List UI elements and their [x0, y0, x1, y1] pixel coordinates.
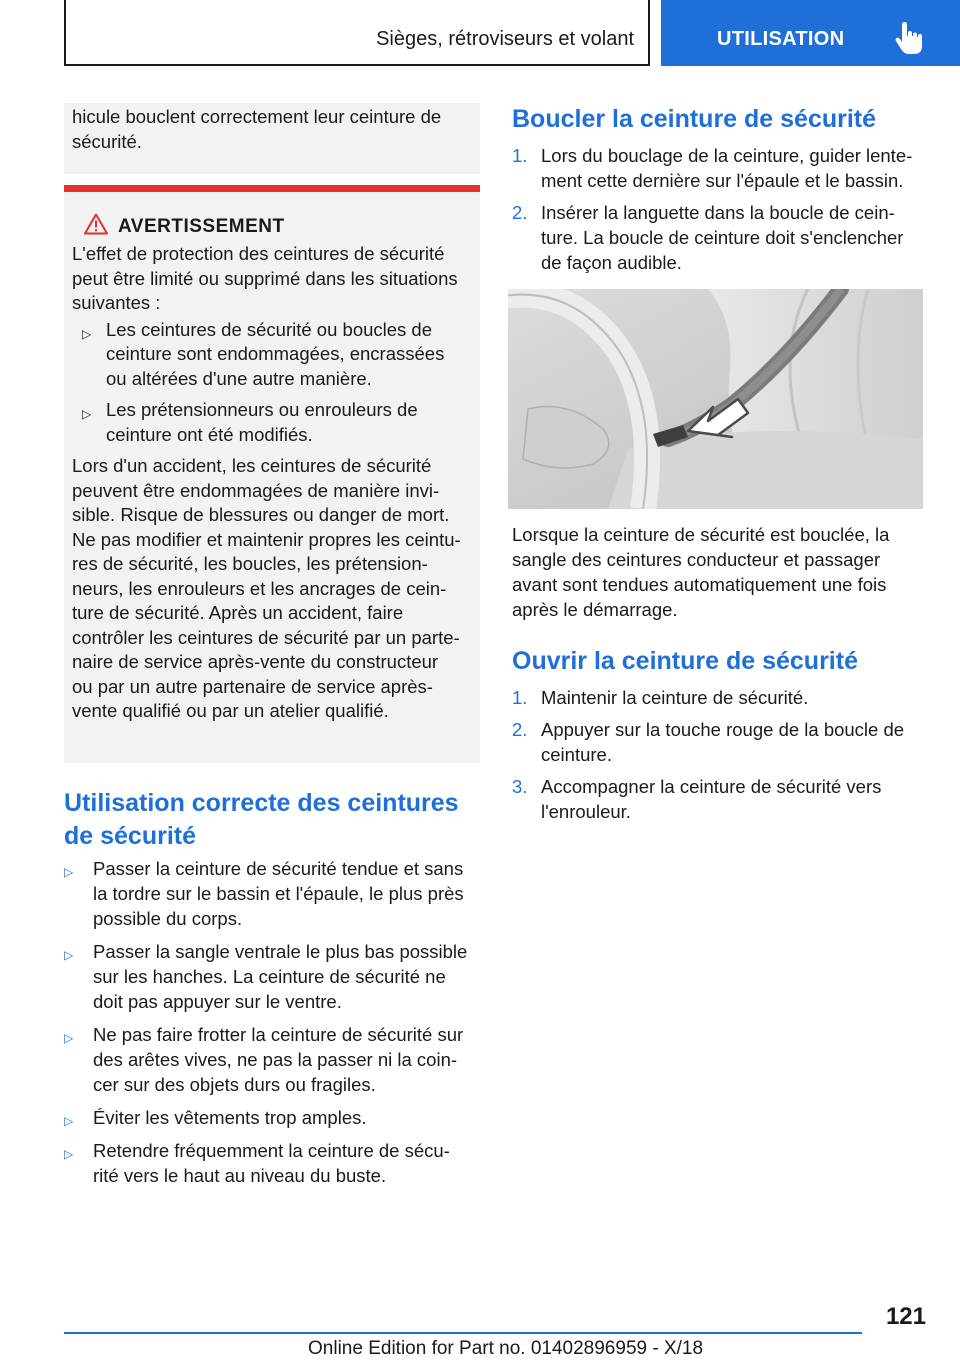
warning-body-line: vente qualifié ou par un atelier qualifié.: [72, 700, 389, 721]
list-item-line: Passer la sangle ventrale le plus bas possible: [93, 941, 468, 962]
footer-divider: [64, 1332, 862, 1334]
warning-box: [64, 185, 480, 763]
list-item: [64, 856, 480, 931]
seatbelt-photo: [508, 289, 923, 509]
list-item: [64, 1105, 480, 1130]
list-item-line: Insérer la languette dans la boucle de cein-: [541, 202, 895, 223]
warning-body-line: sible. Risque de blessures ou danger de mort.: [72, 504, 450, 525]
list-item: [512, 717, 928, 767]
list-item: [512, 774, 928, 824]
list-item: [64, 939, 480, 1014]
list-item-line: Retendre fréquemment la ceinture de sécu-: [93, 1140, 450, 1161]
usage-list: [64, 856, 480, 1196]
warning-intro: [72, 242, 472, 316]
list-item: [512, 200, 928, 275]
list-item-line: Passer la ceinture de sécurité tendue et sans: [93, 858, 464, 879]
list-item-line: Accompagner la ceinture de sécurité vers: [541, 776, 882, 797]
warning-body-line: res de sécurité, les boucles, les prétension-: [72, 553, 428, 574]
list-item-line: de façon audible.: [541, 252, 682, 273]
list-item-line: ceinture ont été modifiés.: [106, 423, 313, 445]
warning-intro-line: suivantes :: [72, 292, 161, 313]
warning-triangle-icon: [84, 213, 108, 235]
heading-line: Utilisation correcte des ceintures: [64, 789, 459, 817]
continuation-line: sécurité.: [72, 130, 142, 152]
list-item-line: Appuyer sur la touche rouge de la boucle de: [541, 719, 905, 740]
list-item-line: sur les hanches. La ceinture de sécurité ne: [93, 966, 446, 987]
after-photo-paragraph: [512, 522, 927, 622]
list-item-line: Lors du bouclage de la ceinture, guider lente-: [541, 145, 913, 166]
warning-body-line: peuvent être endommagées de manière invi-: [72, 479, 440, 501]
list-item-line: l'enrouleur.: [541, 801, 631, 822]
list-item-line: Les ceintures de sécurité ou boucles de: [106, 318, 433, 340]
open-steps: [512, 685, 928, 831]
warning-body-line: ture de sécurité. Après un accident, faire: [72, 602, 404, 623]
bullet-triangle-icon: ▷: [82, 326, 92, 341]
list-item-line: la tordre sur le bassin et l'épaule, le plus près: [93, 883, 464, 904]
paragraph-line: après le démarrage.: [512, 599, 678, 620]
bullet-triangle-icon: ▷: [64, 948, 74, 962]
hand-pointer-icon: [894, 22, 924, 56]
list-item: [72, 318, 472, 392]
bullet-triangle-icon: ▷: [64, 865, 74, 879]
warning-title: AVERTISSEMENT: [118, 216, 285, 237]
chapter-title: Sièges, rétroviseurs et volant: [376, 28, 634, 50]
list-item-line: ceinture.: [541, 744, 612, 765]
list-item-line: cer sur des objets durs ou fragiles.: [93, 1074, 376, 1095]
fasten-steps: [512, 143, 928, 282]
warning-body-line: neurs, les enrouleurs et les ancrages de cein-: [72, 577, 447, 599]
list-item-line: Maintenir la ceinture de sécurité.: [541, 687, 809, 708]
section-title: UTILISATION: [717, 28, 845, 50]
fasten-heading: Boucler la ceinture de sécurité: [512, 105, 877, 133]
warning-body-line: naire de service après-vente du constructeur: [72, 651, 439, 672]
edition-text: Online Edition for Part no. 01402896959 - X/18: [308, 1338, 704, 1359]
warning-body-line: ou par un autre partenaire de service après-: [72, 675, 433, 697]
page-number: 121: [885, 1303, 926, 1330]
header-chapter-tab: [64, 0, 650, 66]
list-item: [512, 685, 928, 710]
list-item: [512, 143, 928, 193]
warning-body-line: Ne pas modifier et maintenir propres les ceintu-: [72, 528, 461, 550]
step-number: 2.: [512, 719, 528, 740]
warning-body: [72, 454, 472, 724]
continuation-line: hicule bouclent correctement leur ceinture de: [72, 106, 442, 127]
seatbelt-illustration: [508, 289, 923, 509]
header-section-tab: [661, 0, 960, 66]
list-item-line: ou altérées d'une autre manière.: [106, 367, 372, 389]
step-number: 1.: [512, 687, 528, 708]
warning-body-line: contrôler les ceintures de sécurité par un parte-: [72, 626, 460, 648]
list-item: [64, 1138, 480, 1188]
bullet-triangle-icon: ▷: [82, 407, 92, 421]
paragraph-line: Lorsque la ceinture de sécurité est bouclée, la: [512, 524, 890, 545]
paragraph-line: sangle des ceintures conducteur et passager: [512, 549, 881, 570]
list-item-line: ment cette dernière sur l'épaule et le bassin.: [541, 170, 904, 191]
paragraph-line: avant sont tendues automatiquement une fois: [512, 574, 887, 595]
list-item-line: rité vers le haut au niveau du buste.: [93, 1165, 387, 1186]
heading-line: de sécurité: [64, 822, 197, 850]
warning-header: [72, 210, 472, 240]
bullet-triangle-icon: ▷: [64, 1114, 74, 1128]
list-item: [64, 1022, 480, 1097]
usage-heading: [64, 787, 484, 853]
list-item-line: Les prétensionneurs ou enrouleurs de: [106, 399, 418, 420]
bullet-triangle-icon: ▷: [64, 1147, 74, 1161]
list-item-line: Ne pas faire frotter la ceinture de sécurité sur: [93, 1024, 464, 1045]
warning-body-line: Lors d'un accident, les ceintures de sécurité: [72, 455, 432, 476]
list-item-line: Éviter les vêtements trop amples.: [93, 1107, 367, 1128]
step-number: 3.: [512, 776, 528, 797]
list-item-line: ture. La boucle de ceinture doit s'enclencher: [541, 227, 904, 248]
warning-intro-line: peut être limité ou supprimé dans les situations: [72, 267, 458, 289]
list-item-line: doit pas appuyer sur le ventre.: [93, 991, 342, 1012]
warning-list: [72, 318, 472, 448]
list-item-line: possible du corps.: [93, 908, 243, 929]
continuation-box: [64, 103, 480, 174]
open-heading: Ouvrir la ceinture de sécurité: [512, 647, 858, 675]
step-number: 2.: [512, 202, 528, 223]
warning-intro-line: L'effet de protection des ceintures de sécurité: [72, 243, 445, 264]
list-item-line: ceinture sont endommagées, encrassées: [106, 343, 445, 364]
list-item: [72, 398, 472, 447]
list-item-line: des arêtes vives, ne pas la passer ni la coin-: [93, 1049, 458, 1070]
step-number: 1.: [512, 145, 528, 166]
bullet-triangle-icon: ▷: [64, 1031, 74, 1045]
